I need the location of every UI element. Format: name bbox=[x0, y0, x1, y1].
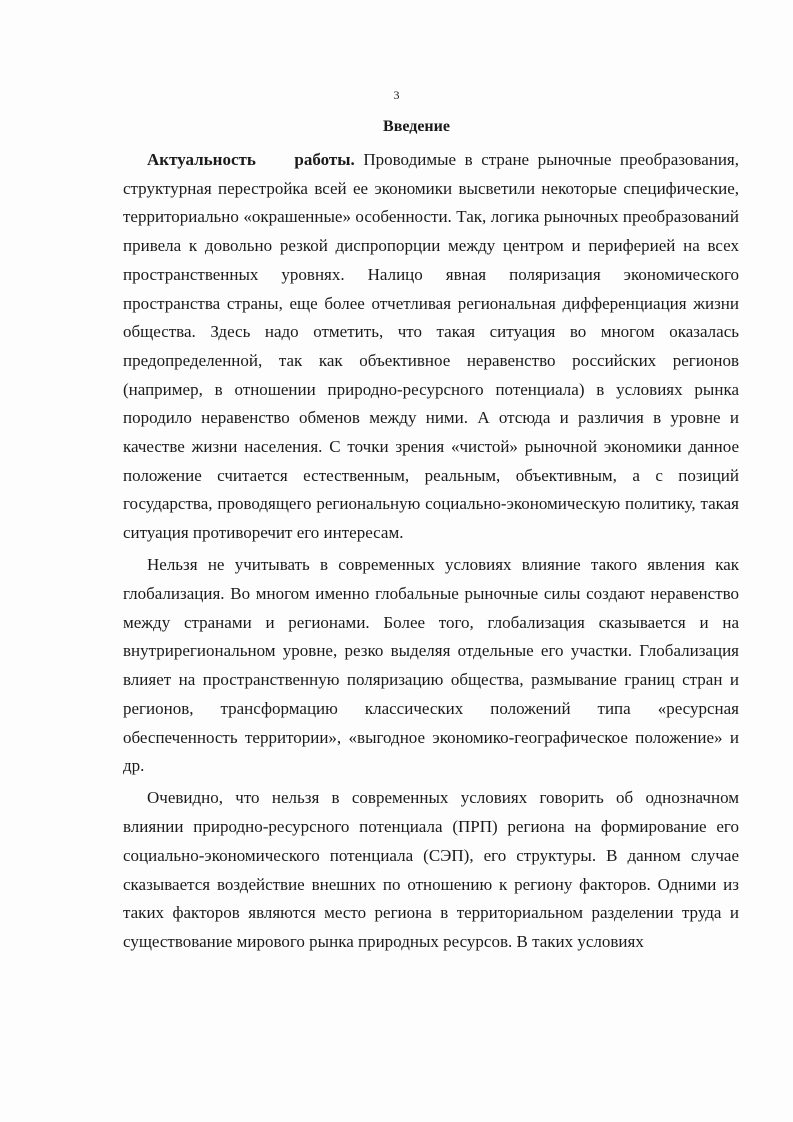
section-heading: Введение bbox=[383, 118, 450, 135]
paragraph-text: Очевидно, что нельзя в современных условиях говорить об однозначном влиянии природно-ресурсного потенциала (ПРП) региона на формирование его социально-экономического потенциала (СЭП), его структуры. В данном случае сказывается воздействие внешних по отношению к региону факторов. Одними из таких факторов являются место региона в территориальном разделении труда и существование мирового рынка природных ресурсов. В таких условиях bbox=[123, 788, 739, 951]
paragraph-text: Нельзя не учитывать в современных условиях влияние такого явления как глобализация. Во многом именно глобальные рыночные силы создают неравенство между странами и регионами. Более того, глобализация сказывается и на внутрирегиональном уровне, резко выделяя отдельные его участки. Глобализация влияет на пространственную поляризацию общества, размывание границ стран и регионов, трансформацию классических положений типа «ресурсная обеспеченность территории», «выгодное экономико-географическое положение» и др. bbox=[123, 555, 739, 776]
body-text bbox=[123, 146, 739, 957]
paragraph-text: Проводимые в стране рыночные преобразования, структурная перестройка всей ее экономики высветили некоторые специфические, территориально «окрашенные» особенности. Так, логика рыночных преобразований привела к довольно резкой диспропорции между центром и периферией на всех пространственных уровнях. Налицо явная поляризация экономического пространства страны, еще более отчетливая региональная дифференциация жизни общества. Здесь надо отметить, что такая ситуация во многом оказалась предопределенной, так как объективное неравенство российских регионов (например, в отношении природно-ресурсного потенциала) в условиях рынка породило неравенство обменов между ними. А отсюда и различия в уровне и качестве жизни населения. С точки зрения «чистой» рыночной экономики данное положение считается естественным, реальным, объективным, а с позиций государства, проводящего региональную социально-экономическую политику, такая ситуация противоречит его интересам. bbox=[123, 150, 740, 543]
paragraph-resource-potential bbox=[123, 784, 739, 956]
paragraph-relevance bbox=[123, 146, 739, 548]
paragraph-globalization bbox=[123, 551, 739, 781]
lead-term: Актуальность работы. bbox=[147, 150, 355, 169]
page-number: 3 bbox=[393, 88, 400, 102]
